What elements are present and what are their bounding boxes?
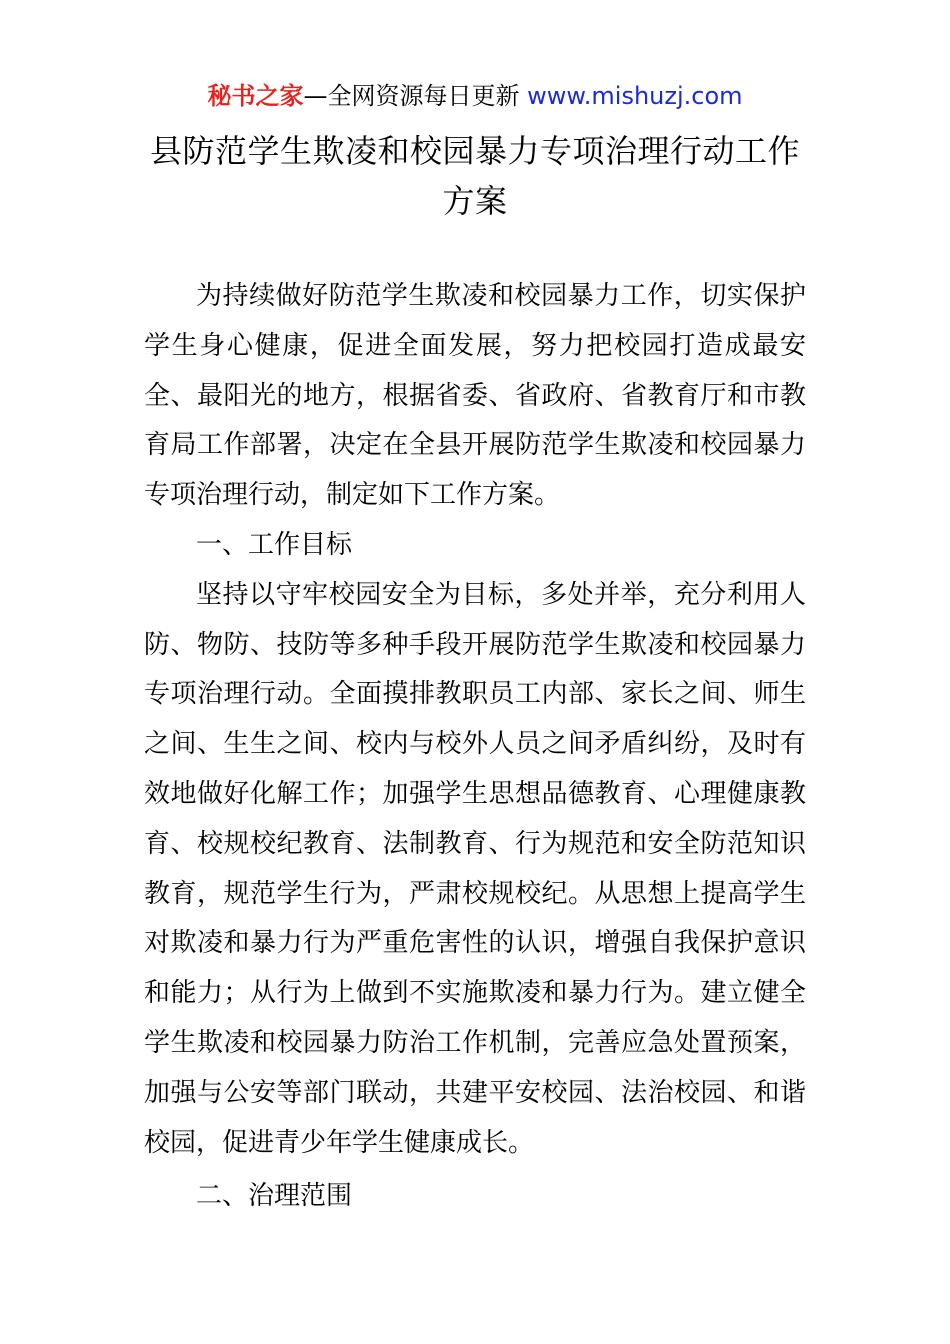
document-title: 县防范学生欺凌和校园暴力专项治理行动工作方案 (149, 132, 800, 220)
section-heading-scope: 二、治理范围 (196, 1181, 353, 1212)
brand-name: 秘书之家 (207, 82, 304, 110)
section-heading-goals: 一、工作目标 (196, 529, 353, 560)
header-tagline: —全网资源每日更新 (303, 82, 520, 110)
site-header (0, 80, 950, 112)
goals-paragraph: 坚持以守牢校园安全为目标，多处并举，充分利用人防、物防、技防等多种手段开展防范学生欺凌和校园暴力专项治理行动。全面摸排教职员工内部、家长之间、师生之间、生生之间、校内与校外人员之间矛盾纠纷，及时有效地做好化解工作；加强学生思想品德教育、心理健康教育、校规校纪教育、法制教育、行为规范和安全防范知识教育，规范学生行为，严肃校规校纪。从思想上提高学生对欺凌和暴力行为严重危害性的认识，增强自我保护意识和能力；从行为上做到不实施欺凌和暴力行为。建立健全学生欺凌和校园暴力防治工作机制，完善应急处置预案，加强与公安等部门联动，共建平安校园、法治校园、和谐校园，促进青少年学生健康成长。 (144, 579, 806, 1158)
intro-paragraph: 为持续做好防范学生欺凌和校园暴力工作，切实保护学生身心健康，促进全面发展，努力把校园打造成最安全、最阳光的地方，根据省委、省政府、省教育厅和市教育局工作部署，决定在全县开展防范学生欺凌和校园暴力专项治理行动，制定如下工作方案。 (144, 281, 806, 511)
document-body (144, 272, 806, 1222)
site-url-link[interactable]: www.mishuzj.com (527, 82, 743, 110)
